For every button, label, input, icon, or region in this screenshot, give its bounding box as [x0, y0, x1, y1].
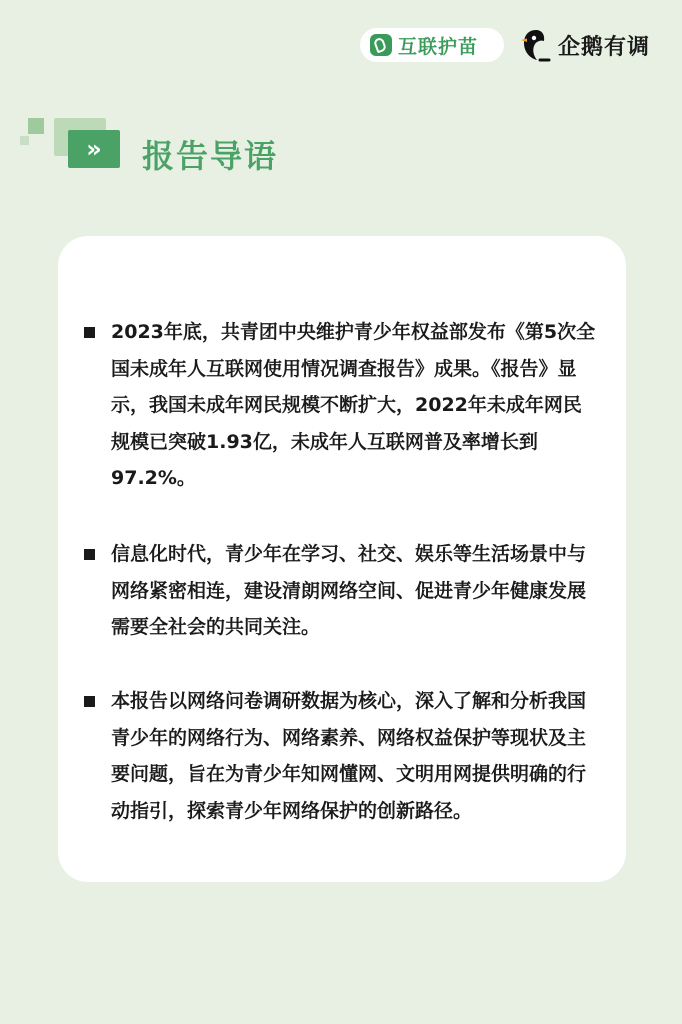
- list-item: [84, 314, 600, 497]
- list-item: [84, 683, 600, 829]
- chevron-right-icon: »: [68, 130, 120, 168]
- qieyoudiao-logo-text: 企鹅有调: [558, 34, 651, 60]
- bullet-icon: [84, 327, 95, 338]
- sprout-icon: [370, 34, 392, 56]
- paragraph-text: 信息化时代，青少年在学习、社交、娱乐等生活场景中与网络紧密相连，建设清朗网络空间、促进青少年健康发展需要全社会的共同关注。: [111, 543, 587, 638]
- penguin-icon: [518, 27, 554, 63]
- paragraph-text: 2023年底，共青团中央维护青少年权益部发布《第5次全国未成年人互联网使用情况调查报告》成果。《报告》显示，我国未成年网民规模不断扩大，2022年未成年网民规模已突破1.93亿，未成年人互联网普及率增长到97.2%。: [111, 321, 596, 489]
- hulianhumiao-logo: [360, 28, 504, 62]
- section-title: 报告导语: [142, 137, 279, 175]
- paragraph-text: 本报告以网络问卷调研数据为核心，深入了解和分析我国青少年的网络行为、网络素养、网络权益保护等现状及主要问题，旨在为青少年知网懂网、文明用网提供明确的行动指引，探索青少年网络保护的创新路径。: [111, 690, 587, 822]
- hulianhumiao-logo-text: 互联护苗: [398, 35, 479, 58]
- decorative-square: [28, 118, 44, 134]
- list-item: [84, 536, 600, 646]
- intro-card: [58, 236, 626, 882]
- qieyoudiao-logo: [518, 25, 650, 65]
- bullet-icon: [84, 549, 95, 560]
- decorative-square: [20, 136, 29, 145]
- bullet-icon: [84, 696, 95, 707]
